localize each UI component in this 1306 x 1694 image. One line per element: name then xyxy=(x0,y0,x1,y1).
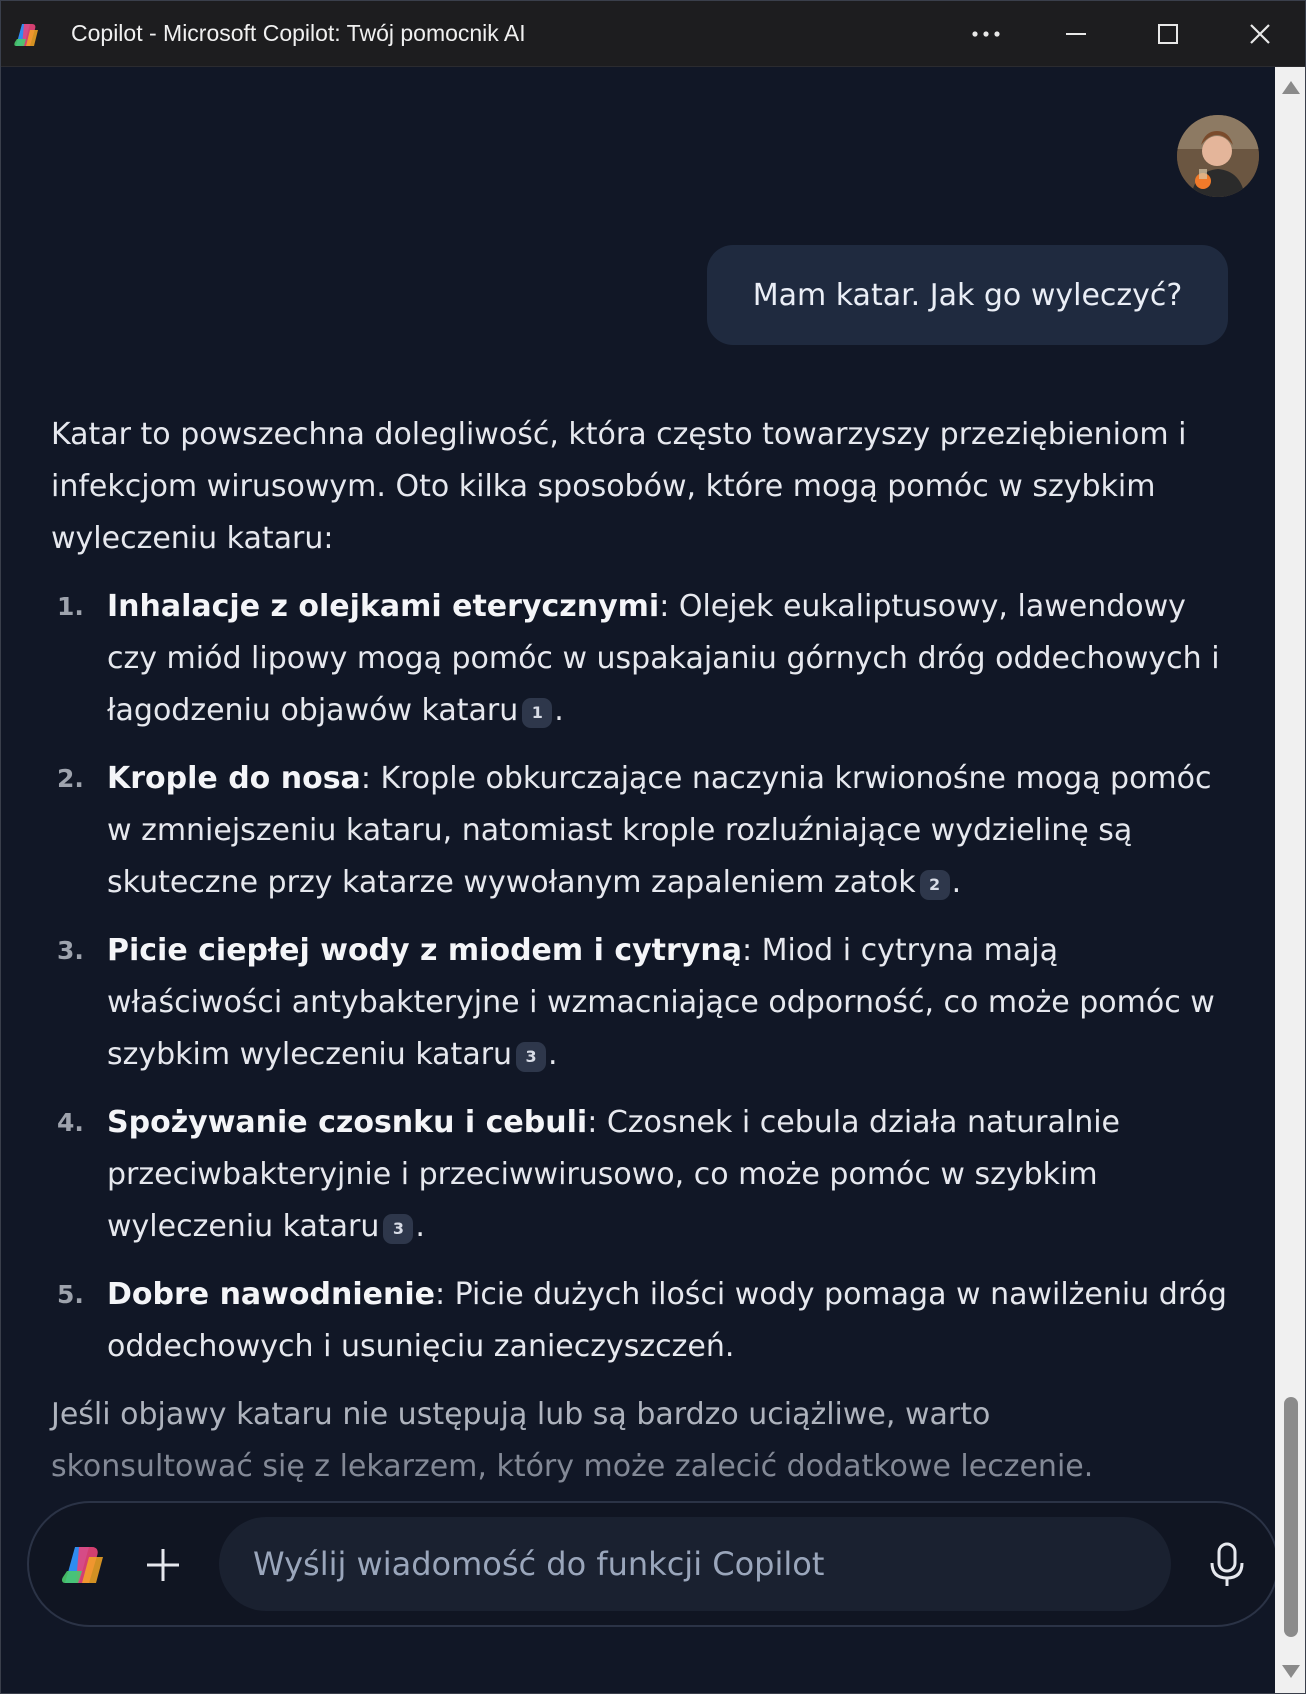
list-item-text: : Miod i cytryna mają właściwości antybakteryjne i wzmacniające odporność, co może pomóc w szybkim wyleczeniu kataru xyxy=(107,933,1215,1072)
scroll-down-arrow-icon[interactable] xyxy=(1282,1665,1300,1678)
list-item-end: . xyxy=(951,865,962,900)
list-item-number: 1. xyxy=(57,592,84,621)
reply-list xyxy=(51,581,1241,1373)
list-item-text: : Krople obkurczające naczynia krwionośne mogą pomóc w zmniejszeniu kataru, natomiast krople rozluźniające wydzielinę są skuteczne przy katarze wywołanym zapaleniem zatok xyxy=(107,761,1212,900)
message-input[interactable] xyxy=(219,1517,1171,1611)
list-item-number: 5. xyxy=(57,1280,84,1309)
list-item-number: 4. xyxy=(57,1108,84,1137)
more-options-button[interactable] xyxy=(958,9,1014,59)
vertical-scrollbar[interactable] xyxy=(1275,67,1306,1694)
copilot-logo-icon xyxy=(13,21,41,49)
list-item-text: : Picie dużych ilości wody pomaga w nawilżeniu dróg oddechowych i usunięciu zanieczyszczeń. xyxy=(107,1277,1227,1364)
user-avatar-image-icon xyxy=(1177,115,1259,197)
list-item-text: : Czosnek i cebula działa naturalnie przeciwbakteryjnie i przeciwwirusowo, co może pomóc w szybkim wyleczeniu kataru xyxy=(107,1105,1121,1244)
copilot-logo-icon[interactable] xyxy=(61,1541,109,1589)
microphone-icon xyxy=(1208,1541,1246,1589)
list-item-text: : Olejek eukaliptusowy, lawendowy czy miód lipowy mogą pomóc w uspakajaniu górnych dróg oddechowych i łagodzeniu objawów kataru xyxy=(107,589,1220,728)
list-item xyxy=(51,1097,1241,1253)
list-item-title: Inhalacje z olejkami eterycznymi xyxy=(107,589,660,624)
scrollbar-thumb[interactable] xyxy=(1284,1397,1298,1637)
chat-area xyxy=(1,67,1275,1694)
list-item-title: Picie ciepłej wody z miodem i cytryną xyxy=(107,933,742,968)
assistant-reply xyxy=(51,409,1241,1493)
more-icon xyxy=(971,30,1001,38)
user-message-text: Mam katar. Jak go wyleczyć? xyxy=(752,277,1183,313)
maximize-icon xyxy=(1158,24,1178,44)
citation-badge[interactable]: 3 xyxy=(383,1214,413,1244)
title-bar xyxy=(1,1,1306,67)
reply-outro-line1: Jeśli objawy kataru nie ustępują lub są bardzo uciążliwe, warto xyxy=(51,1397,991,1432)
message-composer xyxy=(27,1501,1275,1627)
list-item-title: Dobre nawodnienie xyxy=(107,1277,435,1312)
user-message-bubble xyxy=(707,245,1228,345)
list-item xyxy=(51,1269,1241,1373)
list-item xyxy=(51,581,1241,737)
minimize-button[interactable] xyxy=(1048,9,1104,59)
minimize-icon xyxy=(1066,32,1086,36)
add-attachment-button[interactable] xyxy=(135,1537,191,1593)
list-item-end: . xyxy=(554,693,564,728)
plus-icon xyxy=(145,1547,181,1583)
list-item-title: Krople do nosa xyxy=(107,761,361,796)
close-button[interactable] xyxy=(1232,9,1288,59)
list-item xyxy=(51,753,1241,909)
reply-outro xyxy=(51,1389,1241,1493)
microphone-button[interactable] xyxy=(1199,1533,1255,1597)
citation-badge[interactable]: 3 xyxy=(516,1042,546,1072)
list-item-end: . xyxy=(415,1209,425,1244)
list-item-number: 2. xyxy=(57,764,84,793)
user-avatar[interactable] xyxy=(1177,115,1259,197)
citation-badge[interactable]: 1 xyxy=(522,698,552,728)
scroll-up-arrow-icon[interactable] xyxy=(1282,81,1300,94)
maximize-button[interactable] xyxy=(1140,9,1196,59)
list-item-end: . xyxy=(548,1037,558,1072)
window-title: Copilot - Microsoft Copilot: Twój pomocnik AI xyxy=(71,20,526,46)
list-item xyxy=(51,925,1241,1081)
reply-outro-line2: skonsultować się z lekarzem, który może zalecić dodatkowe leczenie. xyxy=(51,1449,1094,1484)
list-item-title: Spożywanie czosnku i cebuli xyxy=(107,1105,588,1140)
citation-badge[interactable]: 2 xyxy=(920,870,950,900)
reply-intro: Katar to powszechna dolegliwość, która często towarzyszy przeziębieniom i infekcjom wirusowym. Oto kilka sposobów, które mogą pomóc w szybkim wyleczeniu kataru: xyxy=(51,417,1187,556)
list-item-number: 3. xyxy=(57,936,84,965)
close-icon xyxy=(1249,23,1271,45)
